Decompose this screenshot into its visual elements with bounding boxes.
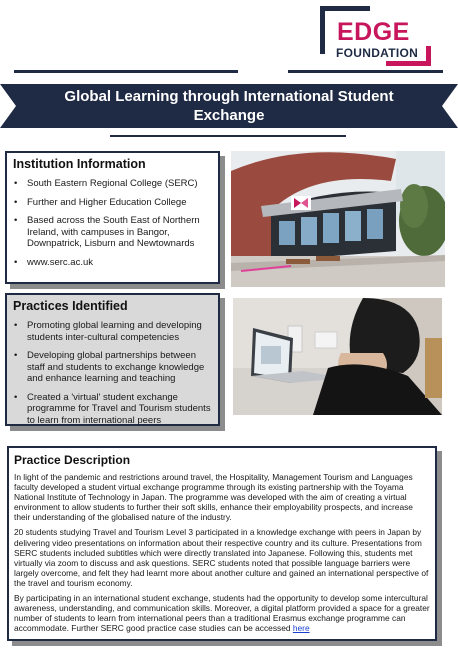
college-building-photo [231,151,445,287]
list-item: • Created a 'virtual' student exchange programme for Travel and Tourism students to learn from international peers [13,392,212,427]
edge-foundation-logo [320,6,436,68]
description-paragraph-1: In light of the pandemic and restrictions around travel, the Hospitality, Management Tourism and Languages faculty developed a student virtual exchange programme through its existing partnership with the Toyama National Institute of Technology in Japan. The programme was developed with the aim of creating a virtual environment to allow students to further their soft skills, enhance their employability prospects, and increase their understanding of the globalised nature of the industry. [14,472,413,523]
title-banner [0,84,458,128]
description-paragraph-2: 20 students studying Travel and Tourism Level 3 participated in a knowledge exchange with peers in Japan by delivering video presentations on information about their respective country and its culture. Presentations from SERC students included subtitles which were directly translated into Japanese. Following this, students met virtually via zoom to discuss and ask questions. SERC students noted that possible language barriers were largely overcome, and felt they had learnt more about another culture and gained an international perspective of the travel and tourism economy. [14,527,429,588]
description-heading: Practice Description [14,453,131,467]
top-divider-left [14,70,238,73]
description-paragraph-3-text: By participating in an international student exchange, students had the opportunity to develop some intercultural awareness, understanding, and communication skills. Moreover, a digital platform provided a space for a greater number of students to learn from international peers than a traditional Erasmus exchange programme can accommodate. Further SERC good practice case studies can be accessed [14,593,430,634]
website-link[interactable]: • www.serc.ac.uk [13,257,212,269]
institution-list [13,178,212,268]
description-paragraph-3 [14,593,430,633]
list-item: • Developing global partnerships between staff and students to exchange knowledge and enhance learning and teaching [13,350,212,385]
top-divider-right [288,70,443,73]
practice-description-box [7,446,437,641]
case-studies-link[interactable]: here [292,623,310,634]
logo-text-edge: EDGE [337,18,410,46]
institution-info-box [5,151,220,284]
logo-text-foundation: FOUNDATION [336,46,419,60]
banner-divider [110,135,346,137]
student-laptop-photo [233,298,442,415]
institution-heading: Institution Information [13,157,146,171]
practices-identified-box [5,293,220,426]
list-item: • Further and Higher Education College [13,197,212,209]
practices-heading: Practices Identified [13,299,128,313]
practices-list [13,320,212,426]
page-title: Global Learning through International Student Exchange [64,88,394,124]
list-item: • Promoting global learning and developing students inter-cultural competencies [13,320,212,343]
list-item: • Based across the South East of Northern Ireland, with campuses in Bangor, Downpatrick, Lisburn and Newtownards [13,215,212,250]
list-item: • South Eastern Regional College (SERC) [13,178,212,190]
